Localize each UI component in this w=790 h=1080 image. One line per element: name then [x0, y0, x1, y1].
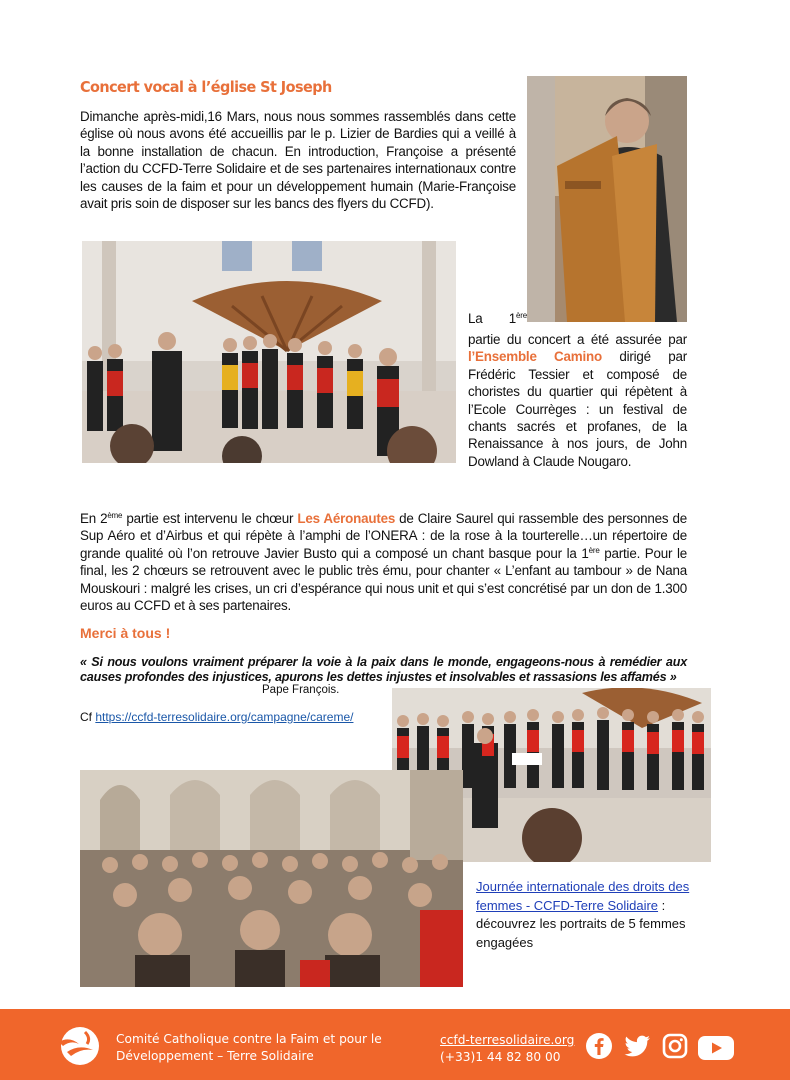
part2-text3: partie. Pour le final, les 2 chœurs se retrouvent avec le public très ému, pour chanter « L’enfant au tambour » de Nana Mouskouri : malgré les crises, un cri d’espérance qui nous unit et qui s’est concrétisé par un don de 1.300 euros au CCFD et à ses partenaires. [80, 545, 688, 614]
part2-sup1: ème [107, 511, 123, 520]
campaign-link[interactable]: https://ccfd-terresolidaire.org/campagne/careme/ [95, 710, 354, 724]
part1-text-before: partie du concert a été assurée par [468, 332, 687, 347]
part2-text2: de Claire Saurel qui rassemble des personnes de Sup Aéro et d’Airbus et qui répète à l’amphi de l’ONERA : de la rose à la tourterelle…un répertoire de grande qualité où l’on retrouve Javier Busto qui a composé un chant basque pour la 1 [80, 511, 687, 561]
intro-paragraph: Dimanche après-midi,16 Mars, nous nous sommes rassemblés dans cette église où nous avons été accueillis par le p. Lizier de Bardies qui a veillé à la bonne installation de chacun. En introduction, Françoise a présenté l’action du CCFD-Terre Solidaire et de ses partenaires internationaux contre les causes de la faim et pour un développement humain (Marie-Françoise avait pris soin de disposer sur les bancs des flyers du CCFD). [80, 109, 516, 212]
part2-sup2: ère [588, 545, 600, 555]
part2-paragraph [80, 510, 687, 614]
ccfd-logo [57, 1026, 103, 1071]
part1-la: La [468, 311, 483, 326]
footer-website-link[interactable]: ccfd-terresolidaire.org [440, 1033, 575, 1047]
part1-intro-line [468, 310, 687, 327]
part1-sup: ère [516, 311, 527, 320]
promo-block [476, 878, 690, 952]
promo-text: : découvrez les portraits de 5 femmes engagées [476, 897, 686, 950]
facebook-icon[interactable] [585, 1032, 616, 1063]
footer-bar [0, 1009, 790, 1080]
thanks-heading: Merci à tous ! [80, 625, 171, 641]
part1-text-after: dirigé par Frédéric Tessier et composé de choristes du quartier qui répètent à l’Ecole Courrèges : un festival de chants sacrés et profanes, de la Renaissance à nos jours, de John Dowland à Claude Nougaro. [468, 349, 687, 469]
footer-org-line1: Comité Catholique contre la Faim et pour le [116, 1032, 382, 1046]
cf-line [80, 710, 353, 724]
twitter-icon[interactable] [622, 1032, 653, 1063]
part2-en: En 2 [80, 511, 108, 526]
footer-contact [440, 1032, 574, 1066]
cf-label: Cf [80, 710, 92, 724]
part2-text1: partie est intervenu le chœur [122, 511, 298, 526]
speaker-photo [527, 76, 687, 322]
pope-quote [80, 655, 687, 684]
footer-org-line2: Développement – Terre Solidaire [116, 1049, 314, 1063]
audience-photo [80, 770, 463, 987]
youtube-icon[interactable] [697, 1035, 728, 1066]
womens-day-link[interactable]: Journée internationale des droits des femmes - CCFD-Terre Solidaire [476, 879, 690, 913]
instagram-icon[interactable] [662, 1033, 693, 1064]
choir-name: Les Aéronautes [297, 511, 396, 526]
article-title: Concert vocal à l’église St Joseph [80, 78, 332, 96]
ensemble-camino-photo [82, 241, 456, 463]
footer-phone: (+33)1 44 82 80 00 [440, 1050, 561, 1064]
quote-text: « Si nous voulons vraiment préparer la voie à la paix dans le monde, engageons-nous à remédier aux causes profondes des injustices, apurons les dettes injustes et insolvables et rassasions les affamés » [80, 655, 687, 684]
part1-paragraph [468, 331, 687, 470]
part1-num: 1 [508, 311, 517, 326]
quote-author: Pape François. [262, 684, 340, 696]
ensemble-name: l’Ensemble Camino [468, 349, 602, 365]
footer-org [116, 1031, 382, 1065]
